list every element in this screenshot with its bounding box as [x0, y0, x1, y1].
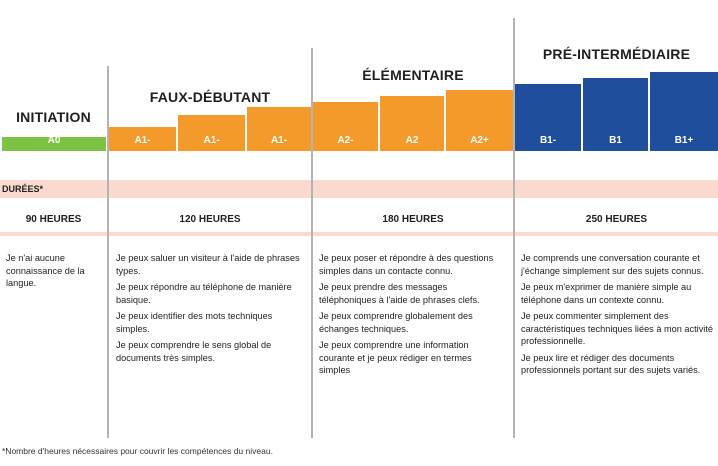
desc-item: Je peux identifier des mots techniques simples. — [116, 311, 273, 334]
durees-label: DURÉES* — [2, 184, 44, 194]
level-title-pre-intermediaire: PRÉ-INTERMÉDIAIRE — [542, 46, 691, 62]
footnote: *Nombre d'heures nécessaires pour couvrir les compétences du niveau. — [2, 446, 273, 456]
step-b1-plus: B1+ — [650, 72, 718, 151]
step-a2-plus: A2+ — [446, 90, 513, 151]
step-a2-minus: A2- — [313, 102, 378, 151]
hours-initiation: 90 HEURES — [25, 214, 82, 225]
step-a0: A0 — [2, 137, 106, 151]
desc-item: Je n'ai aucune connaissance de la langue. — [6, 253, 85, 288]
column-divider — [513, 18, 515, 438]
desc-pre-intermediaire — [521, 252, 713, 381]
level-title-faux-debutant: FAUX-DÉBUTANT — [149, 89, 271, 105]
desc-item: Je peux poser et répondre à des questions simples dans un contacte connu. — [319, 253, 494, 276]
desc-item: Je comprends une conversation courante et j'échange simplement sur des sujets connus. — [521, 253, 704, 276]
desc-initiation — [6, 252, 102, 294]
desc-item: Je peux prendre des messages téléphoniques à l'aide de phrases clefs. — [319, 282, 480, 305]
hours-faux-debutant: 120 HEURES — [179, 214, 241, 225]
hours-elementaire: 180 HEURES — [382, 214, 444, 225]
step-b1: B1 — [583, 78, 648, 151]
desc-item: Je peux comprendre le sens global de documents très simples. — [116, 340, 272, 363]
desc-elementaire — [319, 252, 504, 381]
level-title-initiation: INITIATION — [16, 109, 91, 125]
hours-pre-intermediaire: 250 HEURES — [585, 214, 648, 225]
desc-item: Je peux saluer un visiteur à l'aide de phrases types. — [116, 253, 300, 276]
desc-item: Je peux comprendre globalement des échanges techniques. — [319, 311, 473, 334]
desc-item: Je peux commenter simplement des caractéristiques techniques liées à mon activité professionnelle. — [521, 311, 714, 346]
level-title-elementaire: ÉLÉMENTAIRE — [362, 67, 464, 83]
desc-item: Je peux comprendre une information courante et je peux rédiger en termes simples — [319, 340, 472, 375]
step-b1-minus: B1- — [515, 84, 581, 151]
column-divider — [107, 66, 109, 438]
step-a1-minus: A1- — [109, 127, 176, 151]
desc-item: Je peux m'exprimer de manière simple au téléphone dans un contexte connu. — [521, 282, 692, 305]
desc-item: Je peux répondre au téléphone de manière basique. — [116, 282, 292, 305]
step-a1-minus: A1- — [247, 107, 311, 151]
step-a2: A2 — [380, 96, 444, 151]
step-a1-minus: A1- — [178, 115, 245, 151]
desc-item: Je peux lire et rédiger des documents professionnels portant sur des sujets variés. — [521, 352, 701, 375]
desc-faux-debutant — [116, 252, 301, 368]
